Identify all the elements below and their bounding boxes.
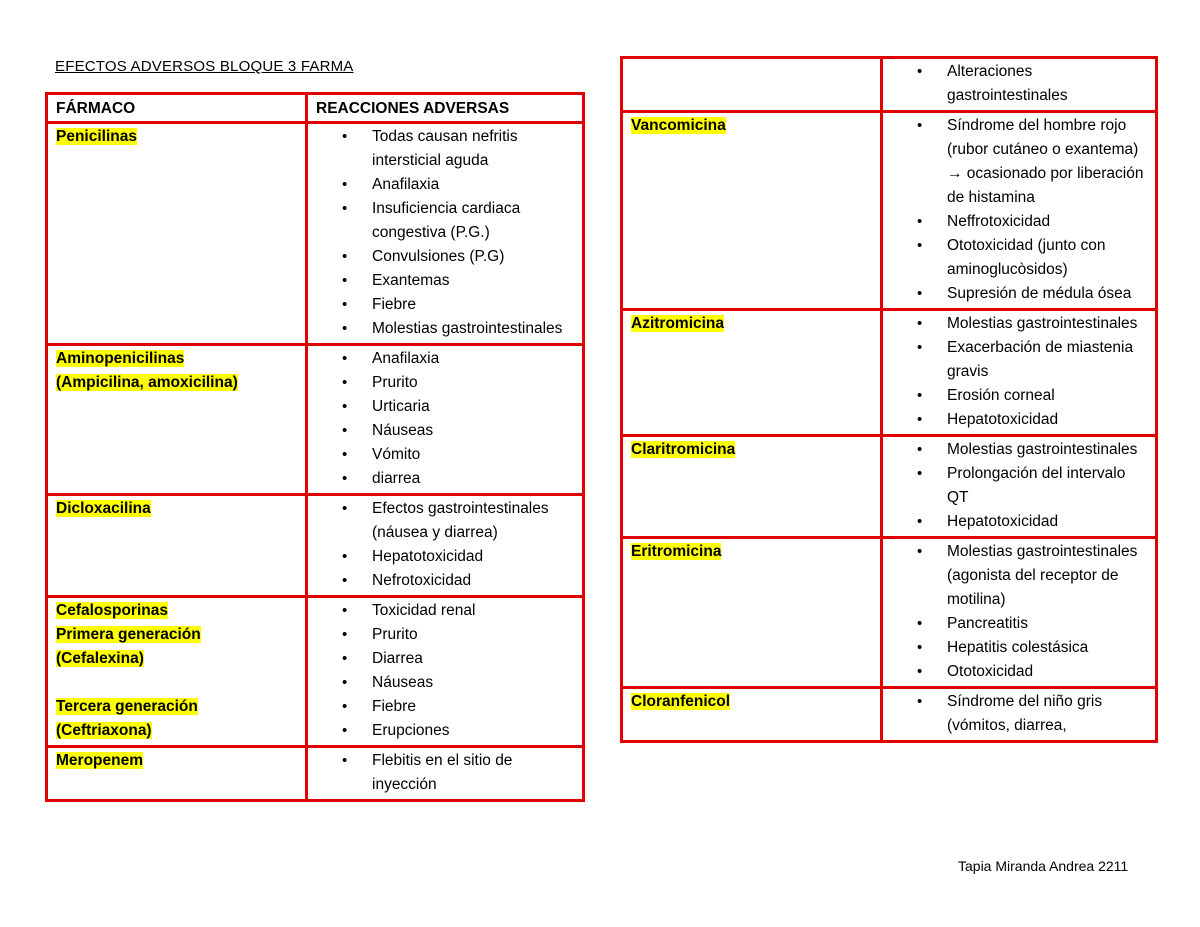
reactions-list (316, 125, 576, 341)
drug-line-wrapper (56, 371, 299, 395)
reactions-cell (307, 597, 584, 747)
table-row (622, 58, 1157, 112)
table-body-left (47, 123, 584, 801)
reaction-item: • Urticaria (342, 395, 576, 419)
reaction-item: • Prurito (342, 623, 576, 647)
reaction-item: • Efectos gastrointestinales (náusea y diarrea) (342, 497, 576, 545)
drug-line-wrapper (56, 497, 299, 521)
drug-name: Claritromicina (631, 441, 736, 458)
reaction-item: • Neffrotoxicidad (917, 210, 1149, 234)
header-drug: FÁRMACO (47, 94, 307, 123)
reactions-cell (307, 747, 584, 801)
reaction-item: • Anafilaxia (342, 347, 576, 371)
reaction-item: • Flebitis en el sitio de inyección (342, 749, 576, 797)
table-header-row (47, 94, 584, 123)
reaction-item: • Náuseas (342, 419, 576, 443)
reaction-item: • Toxicidad renal (342, 599, 576, 623)
adverse-effects-table-right (620, 56, 1158, 743)
table-row (622, 688, 1157, 742)
drug-name: (Ceftriaxona) (56, 722, 152, 739)
table-body-right (622, 58, 1157, 742)
reaction-item: • Exantemas (342, 269, 576, 293)
reaction-item: • Molestias gastrointestinales (917, 312, 1149, 336)
reaction-item: • Hepatotoxicidad (917, 510, 1149, 534)
drug-cell (622, 58, 882, 112)
drug-line-wrapper (56, 623, 299, 647)
drug-cell (47, 747, 307, 801)
reaction-item: • Anafilaxia (342, 173, 576, 197)
reactions-list (316, 497, 576, 593)
drug-cell (47, 597, 307, 747)
drug-cell (47, 495, 307, 597)
table-row (622, 538, 1157, 688)
drug-line-wrapper (56, 719, 299, 743)
drug-name: (Cefalexina) (56, 650, 144, 667)
reactions-list (891, 114, 1149, 306)
drug-name: (Ampicilina, amoxicilina) (56, 374, 238, 391)
drug-line-wrapper (631, 312, 874, 336)
reaction-item: • Nefrotoxicidad (342, 569, 576, 593)
drug-name: Tercera generación (56, 698, 198, 715)
drug-name: Dicloxacilina (56, 500, 151, 517)
reaction-item: • Ototoxicidad (junto con aminoglucòsidos) (917, 234, 1149, 282)
reactions-cell (882, 688, 1157, 742)
drug-line-wrapper (56, 695, 299, 719)
drug-cell (622, 310, 882, 436)
table-row (47, 345, 584, 495)
author-signature: Tapia Miranda Andrea 2211 (958, 858, 1129, 874)
drug-cell (622, 112, 882, 310)
drug-name: Vancomicina (631, 117, 726, 134)
drug-line-wrapper (631, 540, 874, 564)
drug-line-wrapper (631, 114, 874, 138)
table-row (47, 597, 584, 747)
drug-line-wrapper (631, 690, 874, 714)
reactions-cell (307, 345, 584, 495)
reaction-item: • Supresión de médula ósea (917, 282, 1149, 306)
drug-name: Penicilinas (56, 128, 137, 145)
reactions-cell (882, 538, 1157, 688)
drug-spacer (56, 671, 299, 695)
drug-cell (622, 436, 882, 538)
drug-line-wrapper (56, 749, 299, 773)
reaction-item: • Erupciones (342, 719, 576, 743)
reactions-list (891, 690, 1149, 738)
reactions-list (316, 347, 576, 491)
reactions-list (891, 540, 1149, 684)
reaction-item: • Molestias gastrointestinales (917, 438, 1149, 462)
reaction-item: • Hepatitis colestásica (917, 636, 1149, 660)
reaction-item: • Alteraciones gastrointestinales (917, 60, 1149, 108)
drug-name: Eritromicina (631, 543, 722, 560)
reactions-cell (882, 58, 1157, 112)
reactions-list (316, 749, 576, 797)
reaction-item: • Hepatotoxicidad (342, 545, 576, 569)
reactions-cell (307, 123, 584, 345)
table-row (47, 747, 584, 801)
header-reactions: REACCIONES ADVERSAS (307, 94, 584, 123)
reactions-cell (307, 495, 584, 597)
adverse-effects-table-left (45, 92, 585, 802)
drug-name: Meropenem (56, 752, 143, 769)
reaction-item: • Todas causan nefritis intersticial aguda (342, 125, 576, 173)
reaction-item: • Pancreatitis (917, 612, 1149, 636)
drug-name: Azitromicina (631, 315, 725, 332)
drug-line-wrapper (631, 438, 874, 462)
reactions-list (891, 312, 1149, 432)
drug-line-wrapper (56, 647, 299, 671)
drug-name: Aminopenicilinas (56, 350, 185, 367)
document-title: EFECTOS ADVERSOS BLOQUE 3 FARMA (55, 58, 354, 75)
drug-cell (622, 538, 882, 688)
reaction-item: • Fiebre (342, 293, 576, 317)
reaction-item: • Molestias gastrointestinales (agonista del receptor de motilina) (917, 540, 1149, 612)
drug-name: Primera generación (56, 626, 201, 643)
reactions-list (316, 599, 576, 743)
reaction-item: • Molestias gastrointestinales (342, 317, 576, 341)
reaction-item: • Síndrome del hombre rojo (rubor cutáneo o exantema) → ocasionado por liberación de histamina (917, 114, 1149, 210)
reaction-item: • Exacerbación de miastenia gravis (917, 336, 1149, 384)
table-row (622, 436, 1157, 538)
reaction-item: • Síndrome del niño gris (vómitos, diarrea, (917, 690, 1149, 738)
drug-line-wrapper (56, 125, 299, 149)
drug-line-wrapper (56, 599, 299, 623)
table-row (622, 112, 1157, 310)
reaction-item: • diarrea (342, 467, 576, 491)
reaction-item: • Hepatotoxicidad (917, 408, 1149, 432)
reaction-item: • Convulsiones (P.G) (342, 245, 576, 269)
reaction-item: • Náuseas (342, 671, 576, 695)
table-row (622, 310, 1157, 436)
drug-line-wrapper (56, 347, 299, 371)
reaction-item: • Prurito (342, 371, 576, 395)
reactions-cell (882, 112, 1157, 310)
drug-name: Cefalosporinas (56, 602, 168, 619)
table-row (47, 123, 584, 345)
reaction-item: • Diarrea (342, 647, 576, 671)
reactions-list (891, 60, 1149, 108)
reaction-item: • Erosión corneal (917, 384, 1149, 408)
drug-cell (622, 688, 882, 742)
table-row (47, 495, 584, 597)
reaction-item: • Ototoxicidad (917, 660, 1149, 684)
drug-name: Cloranfenicol (631, 693, 731, 710)
reaction-item: • Vómito (342, 443, 576, 467)
drug-cell (47, 123, 307, 345)
reactions-cell (882, 310, 1157, 436)
reactions-cell (882, 436, 1157, 538)
reaction-item: • Prolongación del intervalo QT (917, 462, 1149, 510)
reaction-item: • Insuficiencia cardiaca congestiva (P.G.) (342, 197, 576, 245)
reactions-list (891, 438, 1149, 534)
reaction-item: • Fiebre (342, 695, 576, 719)
drug-cell (47, 345, 307, 495)
